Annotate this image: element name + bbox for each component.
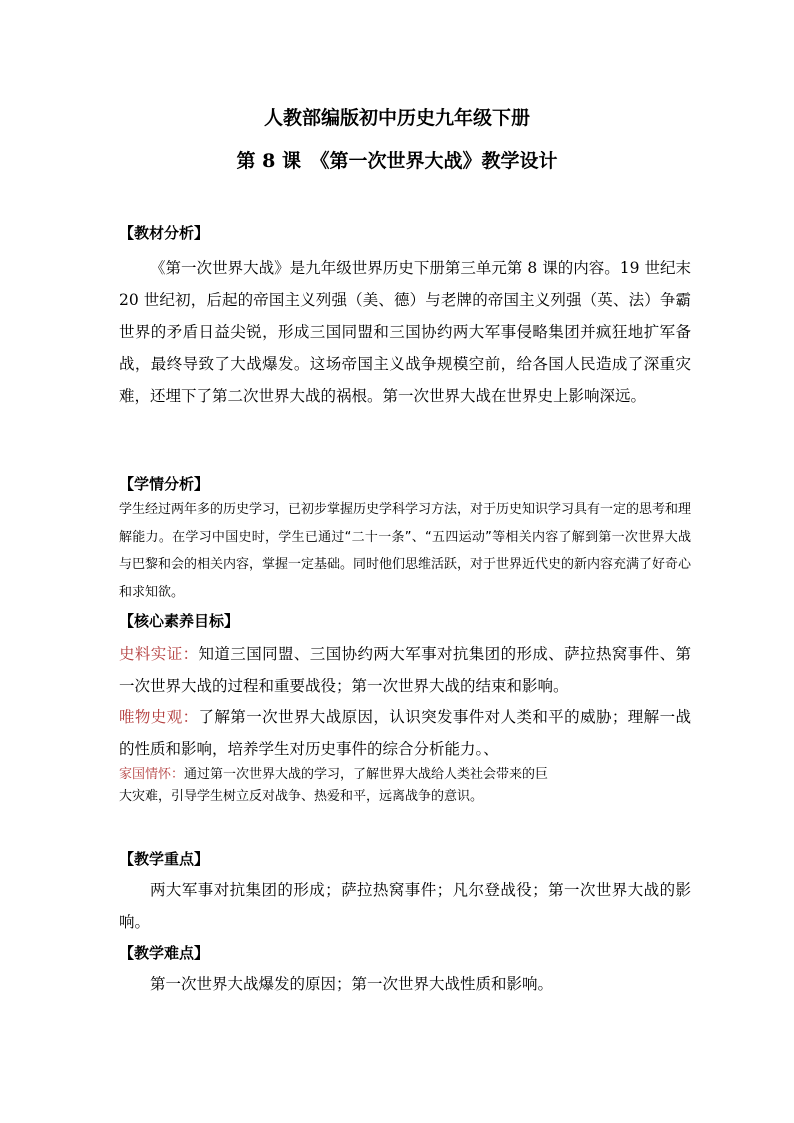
goal-patriotism-line2: 大灾难，引导学生树立反对战争、热爱和平，远离战争的意识。 [119, 789, 484, 804]
difficulties-text: 第一次世界大战爆发的原因；第一次世界大战性质和影响。 [150, 975, 554, 993]
goal-evidence-label: 史料实证： [119, 645, 199, 663]
key-points-heading: 【教学重点】 [119, 850, 210, 868]
document-title: 人教部编版初中历史九年级下册 [263, 107, 530, 129]
goal-patriotism-label: 家国情怀： [119, 767, 185, 782]
goal-patriotism-line1: 家国情怀：通过第一次世界大战的学习，了解世界大战给人类社会带来的巨 [119, 767, 549, 782]
goal-materialism [119, 701, 691, 765]
student-analysis-text: 学生经过两年多的历史学习，已初步掌握历史学科学习方法，对于历史知识学习具有一定的思考和理解能力。在学习中国史时，学生已通过“二十一条”、“五四运动”等相关内容了解到第一次世界大战与巴黎和会的相关内容，掌握一定基础。同时他们思维活跃，对于世界近代史的新内容充满了好奇心和求知欲。 [119, 502, 692, 600]
key-points-text: 两大军事对抗集团的形成；萨拉热窝事件；凡尔登战役；第一次世界大战的影响。 [119, 881, 691, 931]
lesson-title: 第 8 课 《第一次世界大战》教学设计 [236, 150, 558, 172]
goal-evidence-text: 知道三国同盟、三国协约两大军事对抗集团的形成、萨拉热窝事件、第一次世界大战的过程和重要战役；第一次世界大战的结束和影响。 [119, 645, 691, 695]
goal-materialism-label: 唯物史观： [119, 708, 199, 726]
difficulties-heading: 【教学难点】 [119, 944, 210, 962]
goal-evidence [119, 638, 691, 702]
goal-patriotism [119, 764, 691, 808]
textbook-analysis-text: 《第一次世界大战》是九年级世界历史下册第三单元第 8 课的内容。19 世纪末 20 世纪初，后起的帝国主义列强（美、德）与老牌的帝国主义列强（英、法）争霸世界的矛盾日益尖锐，形成三国同盟和三国协约两大军事侵略集团并疯狂地扩军备战，最终导致了大战爆发。这场帝国主义战争规模空前，给各国人民造成了深重灾难，还埋下了第二次世界大战的祸根。第一次世界大战在世界史上影响深远。 [119, 259, 691, 405]
goal-materialism-text: 了解第一次世界大战原因，认识突发事件对人类和平的威胁；理解一战的性质和影响，培养学生对历史事件的综合分析能力。、 [119, 708, 691, 758]
core-goals-heading: 【核心素养目标】 [119, 612, 240, 630]
textbook-analysis-heading: 【教材分析】 [119, 224, 210, 242]
student-analysis-heading: 【学情分析】 [119, 475, 210, 493]
